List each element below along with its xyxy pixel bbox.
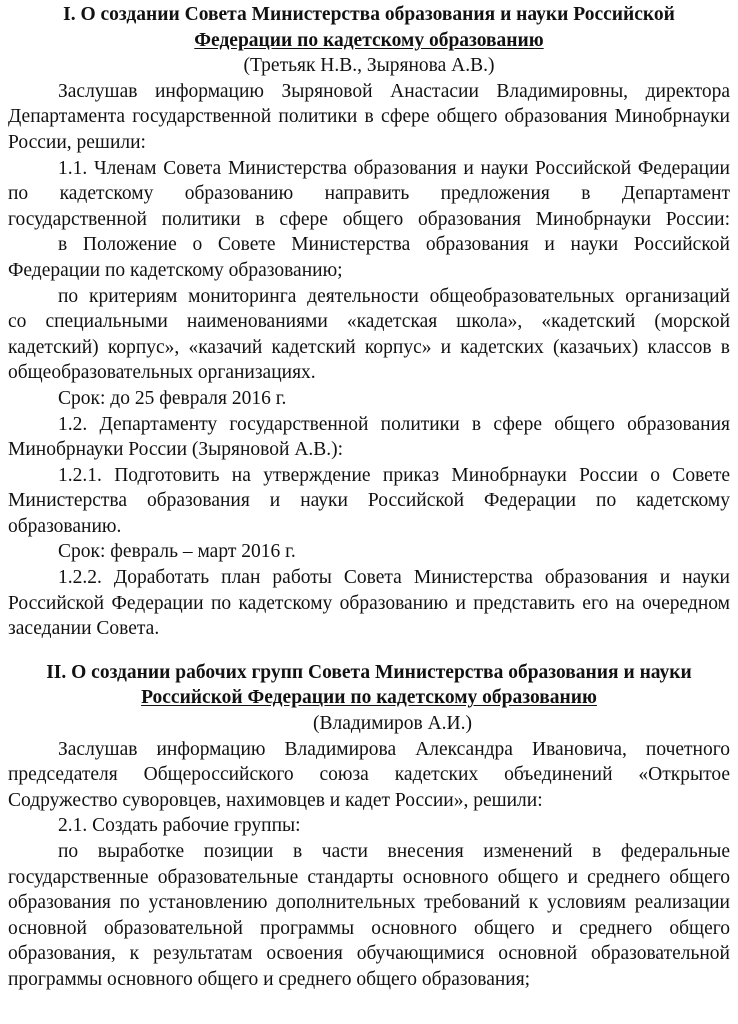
paragraph-line: Заслушав информацию Владимирова Александра Ивановича, почетного — [58, 738, 730, 760]
paragraph-line: образованию. — [8, 515, 122, 537]
section-2-speakers: (Владимиров А.И.) — [313, 713, 473, 735]
item-1-2-2 — [8, 565, 730, 642]
paragraph-line: государственные образовательные стандарты основного общего и среднего общего — [8, 866, 730, 888]
item-2-1-a — [8, 839, 730, 993]
section-1 — [8, 2, 730, 642]
paragraph-line: общеобразовательных организациях. — [8, 362, 316, 384]
paragraph-line: по выработке позиции в части внесения изменений в федеральные — [58, 841, 730, 862]
paragraph-line: председателя Общероссийского союза кадетских объединений «Открытое — [8, 764, 730, 786]
item-1-2-1 — [8, 463, 730, 540]
item-1-2 — [8, 412, 730, 463]
section-gap — [8, 642, 730, 660]
deadline-1: Срок: до 25 февраля 2016 г. — [58, 387, 287, 409]
paragraph-line: заседании Совета. — [8, 618, 160, 640]
section-2-title-line-2: Российской Федерации по кадетскому образованию — [141, 687, 597, 709]
paragraph-line: России, решили: — [8, 131, 146, 153]
section-2-intro — [8, 737, 730, 814]
item-2-1: 2.1. Создать рабочие группы: — [58, 815, 301, 837]
paragraph-line: основной образовательной программы основного общего и среднего общего — [8, 917, 730, 939]
paragraph-line: кадетский) корпус», «казачий кадетский корпус» и кадетских (казачьих) классов в — [8, 336, 730, 358]
item-1-1 — [8, 156, 730, 233]
section-1-title-line-2: Федерации по кадетскому образованию — [194, 29, 544, 51]
paragraph-line: 1.1. Членам Совета Министерства образования и науки Российской Федерации — [58, 157, 730, 179]
item-1-1-b — [8, 284, 730, 386]
paragraph-line: 1.2.2. Доработать план работы Совета Министерства образования и науки — [58, 567, 730, 589]
paragraph-line: Российской Федерации по кадетскому образованию и представить его на очередном — [8, 592, 730, 614]
paragraph-line: по критериям мониторинга деятельности общеобразовательных организаций — [58, 285, 730, 307]
paragraph-line: государственной политики в сфере общего образования Минобрнауки России: — [8, 208, 730, 230]
paragraph-line: Содружество суворовцев, нахимовцев и кадет России», решили: — [8, 789, 543, 811]
item-1-1-a — [8, 232, 730, 283]
paragraph-line: по кадетскому образованию направить предложения в Департамент — [8, 183, 730, 205]
paragraph-line: со специальными наименованиями «кадетская школа», «кадетский (морской — [8, 311, 730, 333]
paragraph-line: в Положение о Совете Министерства образования и науки Российской — [58, 234, 730, 256]
section-1-speakers: (Третьяк Н.В., Зырянова А.В.) — [243, 55, 495, 77]
paragraph-line: Федерации по кадетскому образованию; — [8, 259, 343, 281]
section-2 — [8, 660, 730, 993]
paragraph-line: Министерства образования и науки Российской Федерации по кадетскому — [8, 490, 730, 512]
paragraph-line: 1.2.1. Подготовить на утверждение приказ Минобрнауки России о Совете — [58, 464, 730, 486]
section-2-title-line-1: II. О создании рабочих групп Совета Министерства образования и науки — [46, 661, 692, 683]
section-1-intro — [8, 79, 730, 156]
paragraph-line: Заслушав информацию Зыряновой Анастасии Владимировны, директора — [58, 80, 730, 102]
paragraph-line: образования по установлению дополнительных требований к условиям реализации — [8, 892, 730, 914]
deadline-2: Срок: февраль – март 2016 г. — [58, 541, 296, 563]
paragraph-line: программы основного общего и среднего общего образования; — [8, 968, 531, 990]
document-page — [8, 2, 730, 993]
section-1-title-line-1: I. О создании Совета Министерства образования и науки Российской — [63, 4, 675, 25]
paragraph-line: Минобрнауки России (Зыряновой А.В.): — [8, 439, 344, 461]
paragraph-line: 1.2. Департаменту государственной политики в сфере общего образования — [58, 413, 730, 435]
paragraph-line: Департамента государственной политики в сфере общего образования Минобрнауки — [8, 106, 730, 128]
paragraph-line: образования, к результатам освоения обучающимися основной образовательной — [8, 943, 730, 965]
